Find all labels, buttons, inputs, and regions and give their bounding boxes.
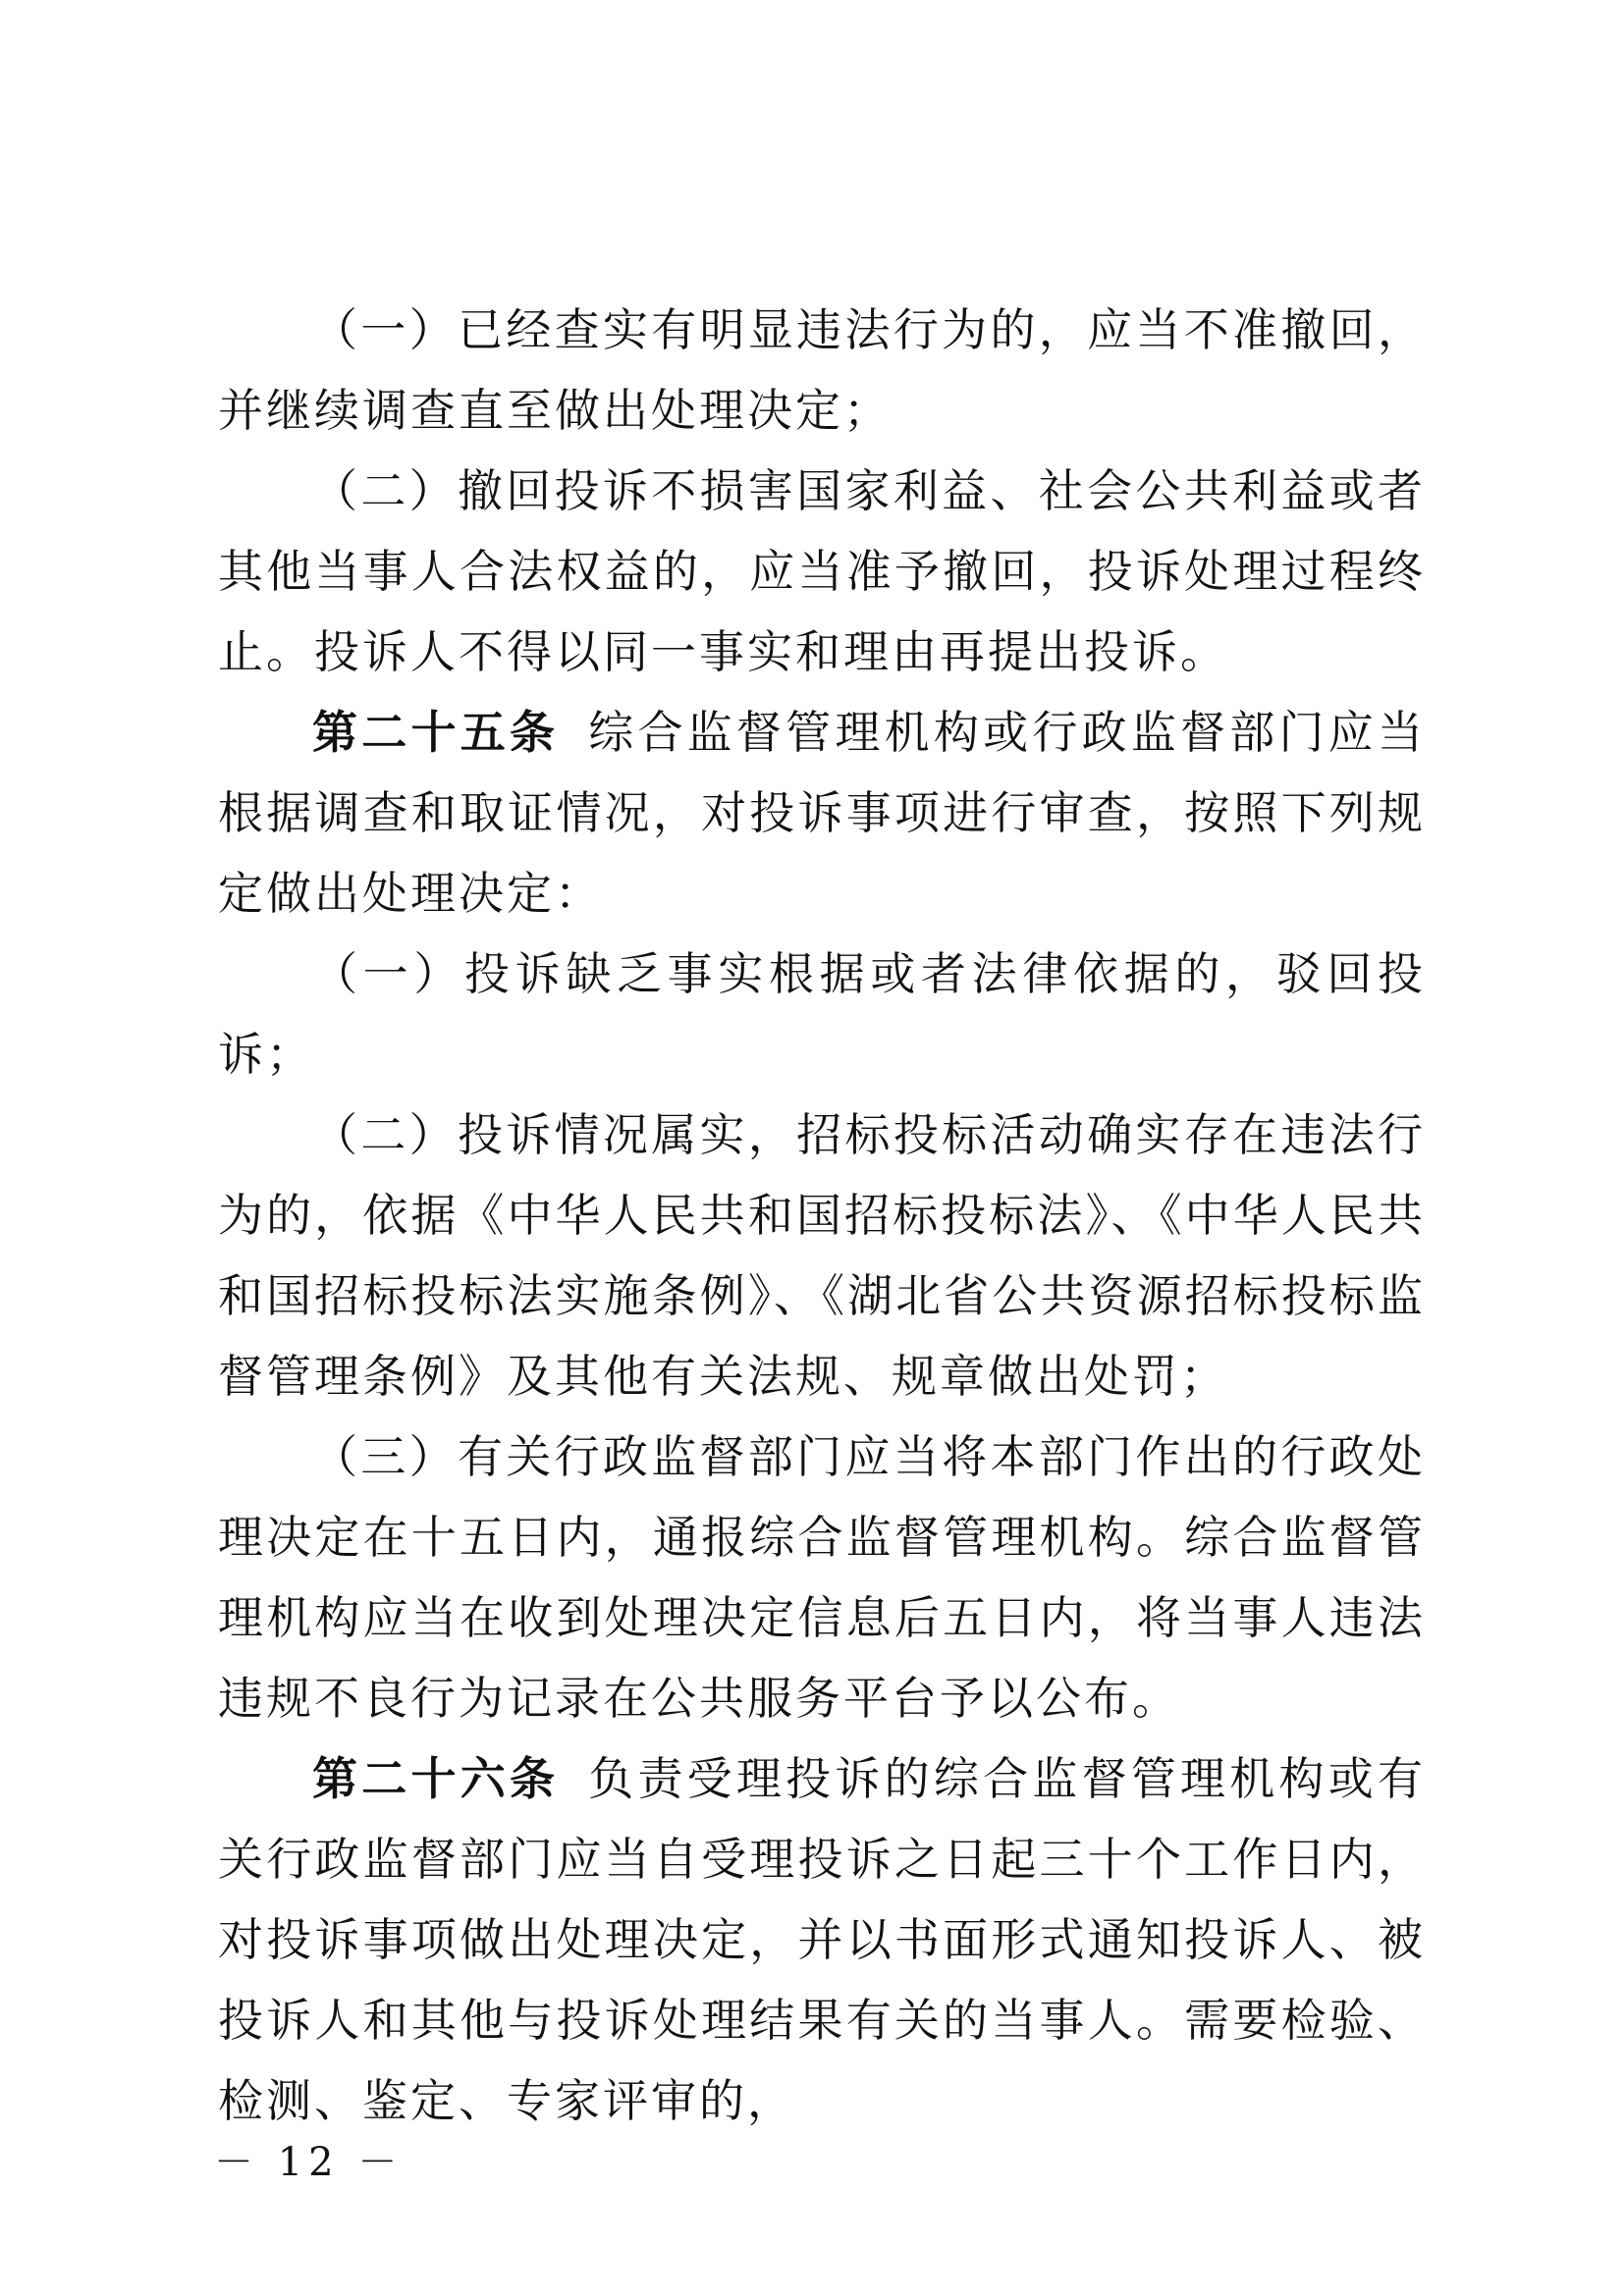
clause-paragraph: [218, 290, 1426, 451]
article-paragraph: [218, 1738, 1426, 2141]
clause-text: （一）投诉缺乏事实根据或者法律依据的，驳回投诉；: [218, 947, 1426, 1081]
article-text: 综合监督管理机构或行政监督部门应当根据调查和取证情况，对投诉事项进行审查，按照下列规定做出处理决定：: [218, 706, 1427, 920]
clause-paragraph: [218, 1416, 1426, 1738]
article-heading: 第二十六条: [312, 1752, 560, 1805]
article-heading: 第二十五条: [312, 706, 560, 759]
article-paragraph: [218, 692, 1426, 934]
clause-paragraph: [218, 934, 1426, 1095]
article-text: 负责受理投诉的综合监督管理机构或有关行政监督部门应当自受理投诉之日起三十个工作日内，对投诉事项做出处理决定，并以书面形式通知投诉人、被投诉人和其他与投诉处理结果有关的当事人。需要检验、检测、鉴定、专家评审的，: [218, 1752, 1427, 2127]
clause-paragraph: [218, 451, 1426, 692]
document-body: [218, 290, 1426, 2141]
clause-paragraph: [218, 1095, 1426, 1416]
clause-text: （一）已经查实有明显违法行为的，应当不准撤回，并继续调查直至做出处理决定；: [218, 303, 1426, 437]
clause-text: （三）有关行政监督部门应当将本部门作出的行政处理决定在十五日内，通报综合监督管理机构。综合监督管理机构应当在收到处理决定信息后五日内，将当事人违法违规不良行为记录在公共服务平台予以公布。: [218, 1430, 1426, 1725]
page-number: － 12 －: [214, 2140, 404, 2185]
clause-text: （二）撤回投诉不损害国家利益、社会公共利益或者其他当事人合法权益的，应当准予撤回，投诉处理过程终止。投诉人不得以同一事实和理由再提出投诉。: [218, 464, 1426, 678]
clause-text: （二）投诉情况属实，招标投标活动确实存在违法行为的，依据《中华人民共和国招标投标法》、《中华人民共和国招标投标法实施条例》、《湖北省公共资源招标投标监督管理条例》及其他有关法规、规章做出处罚；: [218, 1108, 1426, 1403]
